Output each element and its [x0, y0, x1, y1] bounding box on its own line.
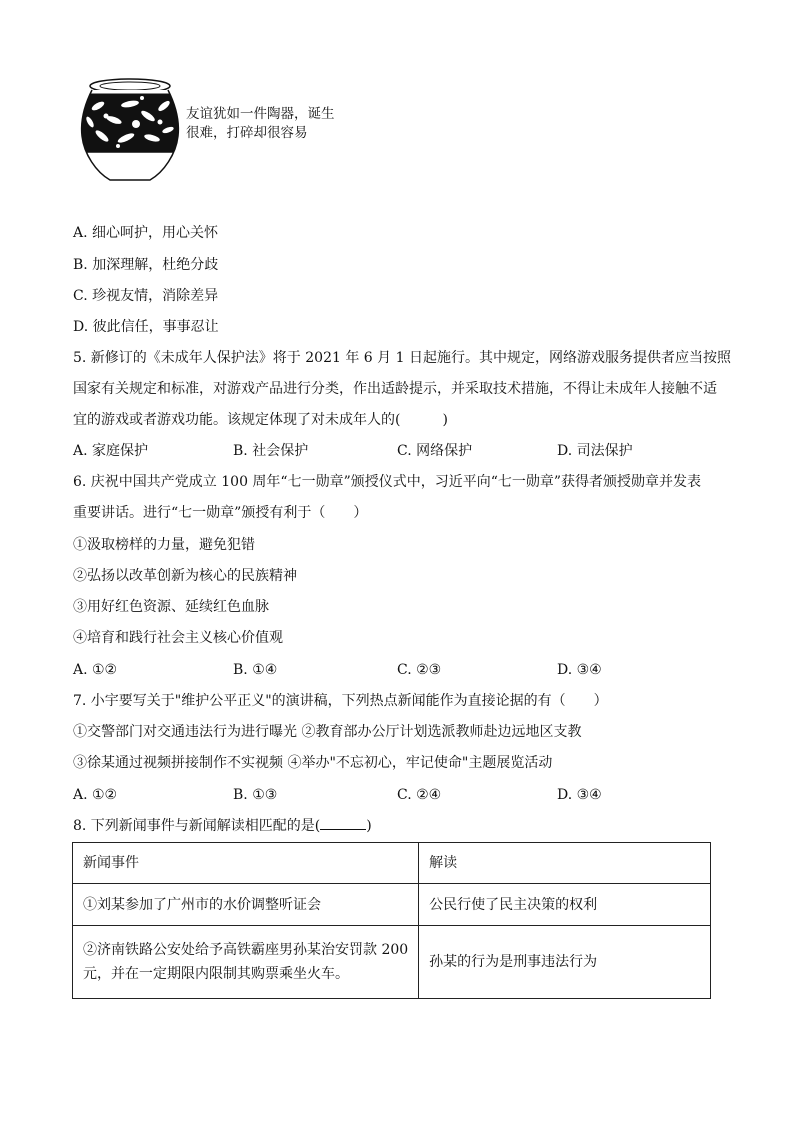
news-table: [72, 842, 711, 999]
q4-option-d[interactable]: D. 彼此信任，事事忍让: [73, 319, 219, 335]
vase-caption-line-2: 很难，打碎却很容易: [186, 125, 308, 141]
q7-items-row-2: ③徐某通过视频拼接制作不实视频 ④举办"不忘初心，牢记使命"主题展览活动: [73, 755, 553, 771]
q7-stem: 7. 小宇要写关于"维护公平正义"的演讲稿，下列热点新闻能作为直接论据的有（ ）: [73, 693, 608, 709]
q5-option-b[interactable]: B. 社会保护: [233, 443, 309, 459]
q6-item-2: ②弘扬以改革创新为核心的民族精神: [73, 568, 297, 584]
q7-option-b[interactable]: B. ①③: [233, 787, 278, 803]
q5-stem-line-1: 5. 新修订的《未成年人保护法》将于 2021 年 6 月 1 日起施行。其中规定，网络游戏服务提供者应当按照: [73, 350, 731, 366]
q8-stem-text: 8. 下列新闻事件与新闻解读相匹配的是(: [73, 818, 321, 834]
q6-option-b[interactable]: B. ①④: [233, 662, 278, 678]
q6-stem-line-1: 6. 庆祝中国共产党成立 100 周年“七一勋章”颁授仪式中，习近平向“七一勋章”获得者颁授勋章并发表: [73, 474, 702, 490]
q5-option-a[interactable]: A. 家庭保护: [73, 443, 149, 459]
table-header-event: 新闻事件: [73, 843, 419, 884]
q8-stem-close: ): [366, 818, 372, 834]
table-cell-event-2: [73, 926, 419, 999]
q6-item-1: ①汲取榜样的力量，避免犯错: [73, 537, 255, 553]
table-cell-event-1: ①刘某参加了广州市的水价调整听证会: [73, 884, 419, 926]
table-header-interpretation: 解读: [419, 843, 711, 884]
vase-caption-line-1: 友谊犹如一件陶器，诞生: [186, 106, 335, 122]
q4-option-b[interactable]: B. 加深理解，杜绝分歧: [73, 257, 219, 273]
q5-stem-line-3: 宜的游戏或者游戏功能。该规定体现了对未成年人的( ): [73, 412, 448, 428]
q6-item-4: ④培育和践行社会主义核心价值观: [73, 630, 283, 646]
table-row: [73, 926, 711, 999]
q4-option-a[interactable]: A. 细心呵护，用心关怀: [73, 225, 219, 241]
table-cell-interpretation-2: 孙某的行为是刑事违法行为: [419, 926, 711, 999]
table-cell-interpretation-1: 公民行使了民主决策的权利: [419, 884, 711, 926]
q8-answer-blank[interactable]: [320, 817, 366, 830]
q4-option-c[interactable]: C. 珍视友情，消除差异: [73, 288, 219, 304]
q5-option-c[interactable]: C. 网络保护: [397, 443, 473, 459]
pottery-vase-illustration: [78, 76, 182, 184]
q6-option-d[interactable]: D. ③④: [557, 662, 602, 678]
q6-option-c[interactable]: C. ②③: [397, 662, 442, 678]
table-header-row: [73, 843, 711, 884]
q5-option-d[interactable]: D. 司法保护: [557, 443, 633, 459]
q6-stem-line-2: 重要讲话。进行“七一勋章”颁授有利于（ ）: [73, 505, 368, 521]
q7-option-c[interactable]: C. ②④: [397, 787, 442, 803]
q6-option-a[interactable]: A. ①②: [73, 662, 118, 678]
q6-item-3: ③用好红色资源、延续红色血脉: [73, 599, 269, 615]
q7-option-a[interactable]: A. ①②: [73, 787, 118, 803]
q7-option-d[interactable]: D. ③④: [557, 787, 602, 803]
table-row: [73, 884, 711, 926]
q8-stem: [73, 817, 372, 835]
q7-items-row-1: ①交警部门对交通违法行为进行曝光 ②教育部办公厅计划选派教师赴边远地区支教: [73, 724, 582, 740]
table-cell-event-2-line-1: ②济南铁路公安处给予高铁霸座男孙某治安罚款 200: [83, 942, 409, 958]
q5-stem-line-2: 国家有关规定和标准，对游戏产品进行分类，作出适龄提示，并采取技术措施，不得让未成年人接触不适: [73, 381, 717, 397]
vase-caption: [186, 105, 335, 143]
table-cell-event-2-line-2: 元，并在一定期限内限制其购票乘坐火车。: [83, 966, 349, 982]
